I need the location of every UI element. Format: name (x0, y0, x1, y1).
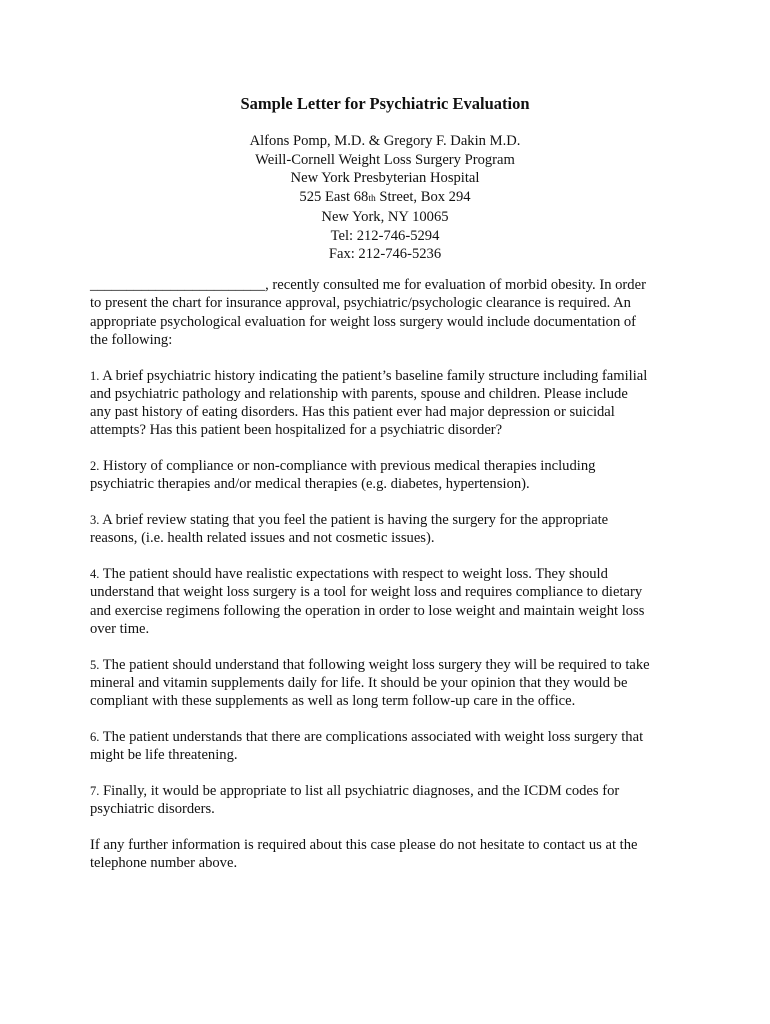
item-number: 3. (90, 513, 100, 528)
item-text: Finally, it would be appropriate to list all psychiatric diagnoses, and the ICDM codes for psychiatric disorders. (90, 782, 620, 818)
fax-line: Fax: 212-746-5236 (328, 246, 442, 262)
item-number: 4. (90, 567, 100, 582)
intro-text: , recently consulted me for evaluation of morbid obesity. In order to present the chart for insurance approval, psychiatric/psychologic clearance is required. An appropriate psychological evaluation for weight loss surgery would include documentation of the following: (90, 277, 646, 348)
list-item (90, 656, 650, 711)
program-line: Weill-Cornell Weight Loss Surgery Program (255, 151, 515, 168)
item-text: A brief psychiatric history indicating the patient’s baseline family structure including familial and psychiatric pathology and relationship with parents, spouse and children. Please include any past history of eating disorders. Has this patient ever had major depression or suicidal attempts? Has this patient been hospitalized for a psychiatric disorder? (90, 367, 648, 439)
list-item (90, 728, 650, 765)
item-number: 1. (90, 368, 100, 383)
list-item (90, 457, 650, 494)
intro-paragraph (90, 276, 650, 349)
letter-title: Sample Letter for Psychiatric Evaluation (240, 94, 530, 113)
list-item (90, 565, 650, 638)
item-number: 6. (90, 729, 100, 744)
street-rest: Street, Box 294 (375, 188, 471, 205)
letter-body (90, 276, 650, 890)
item-text: The patient should understand that following weight loss surgery they will be required to take mineral and vitamin supplements daily for life. It should be your opinion that they would be compliant with these supplements as well as long term follow-up care in the office. (90, 656, 650, 710)
hospital-line: New York Presbyterian Hospital (290, 170, 480, 186)
item-number: 2. (90, 459, 100, 474)
item-number: 5. (90, 657, 100, 672)
patient-name-blank[interactable]: ________________________ (90, 277, 266, 293)
tel-line: Tel: 212-746-5294 (330, 227, 440, 244)
closing-paragraph: If any further information is required about this case please do not hesitate to contact us at the telephone number above. (90, 836, 638, 872)
city-line: New York, NY 10065 (321, 209, 449, 225)
item-text: The patient should have realistic expectations with respect to weight loss. They should understand that weight loss surgery is a tool for weight loss and requires compliance to dietary and exercise regimens following the operation in order to lose weight and maintain weight loss over time. (90, 566, 645, 638)
item-text: The patient understands that there are complications associated with weight loss surgery that might be life threatening. (90, 728, 644, 764)
letterhead-address (0, 132, 770, 264)
street-line (0, 188, 770, 209)
list-item (90, 511, 650, 548)
item-text: A brief review stating that you feel the patient is having the surgery for the appropriate reasons, (i.e. health related issues and not cosmetic issues). (90, 512, 609, 547)
doctors-line: Alfons Pomp, M.D. & Gregory F. Dakin M.D. (249, 133, 521, 149)
street-suffix: th (368, 193, 376, 204)
item-number: 7. (90, 783, 100, 798)
list-item (90, 782, 650, 819)
street-number: 525 East 68 (299, 188, 369, 205)
item-text: History of compliance or non-compliance with previous medical therapies including psychiatric therapies and/or medical therapies (e.g. diabetes, hypertension). (90, 458, 596, 493)
list-item (90, 367, 650, 440)
